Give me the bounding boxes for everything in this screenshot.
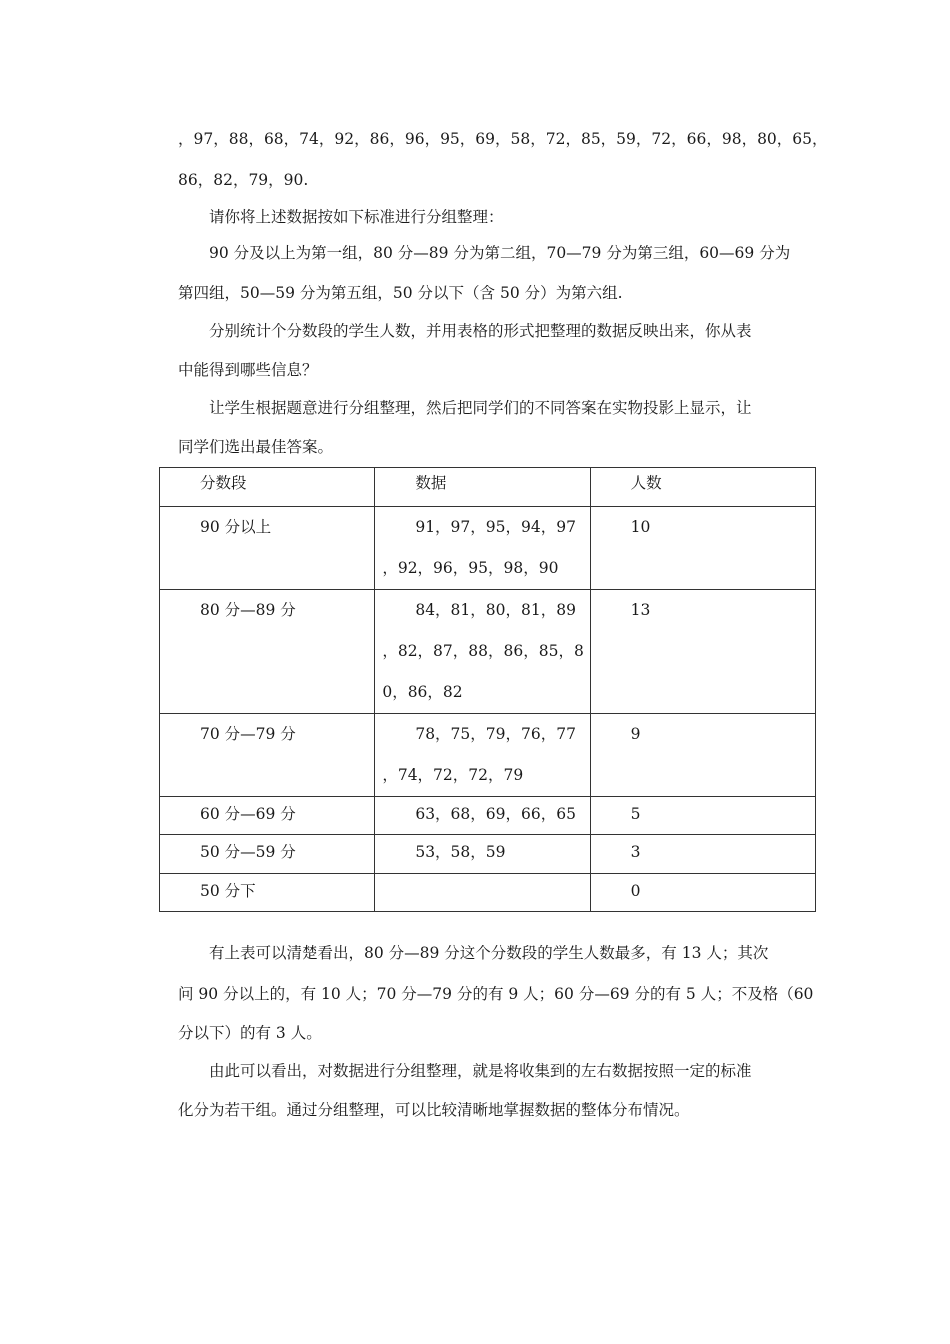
count-cell: 10 — [630, 518, 651, 536]
header-segment: 分数段 — [200, 474, 247, 492]
header-cell — [375, 468, 590, 507]
data-cell-line: 84，81，80，81，89 — [415, 601, 576, 619]
data-cell-line: ，92，96，95，98，90 — [382, 559, 559, 577]
method-line-1: 让学生根据题意进行分组整理，然后把同学们的不同答案在实物投影上显示，让 — [209, 399, 752, 417]
header-data: 数据 — [415, 474, 447, 492]
count-cell: 5 — [630, 805, 641, 823]
criteria-line-1: 90 分及以上为第一组，80 分—89 分为第二组，70—79 分为第三组，60—69 分为 — [209, 244, 791, 262]
task-line-1: 分别统计个分数段的学生人数，并用表格的形式把整理的数据反映出来，你从表 — [209, 322, 752, 340]
count-cell: 9 — [630, 725, 641, 743]
conclusion-line-3: 分以下）的有 3 人。 — [178, 1024, 322, 1042]
task-line-2: 中能得到哪些信息？ — [178, 361, 318, 379]
conclusion-line-2: 问 90 分以上的，有 10 人；70 分—79 分的有 9 人；60 分—69 分的有 5 人；不及格（60 — [178, 985, 814, 1003]
data-cell-line: ，82，87，88，86，85，8 — [382, 642, 584, 660]
count-cell: 13 — [630, 601, 651, 619]
method-line-2: 同学们选出最佳答案。 — [178, 438, 334, 456]
segment-cell: 90 分以上 — [200, 518, 272, 536]
data-cell-line: 0，86，82 — [382, 683, 463, 701]
table-row — [160, 590, 816, 714]
table-row — [160, 714, 816, 797]
table-row — [160, 507, 816, 590]
conclusion-line-1: 有上表可以清楚看出，80 分—89 分这个分数段的学生人数最多，有 13 人；其次 — [209, 944, 769, 962]
header-cell — [160, 468, 375, 507]
count-cell: 3 — [630, 843, 641, 861]
summary-line-1: 由此可以看出，对数据进行分组整理，就是将收集到的左右数据按照一定的标准 — [209, 1062, 752, 1080]
data-cell-line: 53，58，59 — [415, 843, 506, 861]
table-header-row — [160, 468, 816, 507]
data-cell-line: ，74，72，72，79 — [382, 766, 524, 784]
segment-cell: 80 分—89 分 — [200, 601, 296, 619]
count-cell: 0 — [630, 882, 641, 900]
data-line-2: 86，82，79，90. — [178, 171, 309, 189]
criteria-line-2: 第四组，50—59 分为第五组，50 分以下（含 50 分）为第六组. — [178, 284, 623, 302]
segment-cell: 50 分下 — [200, 882, 256, 900]
data-cell-line: 91，97，95，94，97 — [415, 518, 576, 536]
summary-line-2: 化分为若干组。通过分组整理，可以比较清晰地掌握数据的整体分布情况。 — [178, 1101, 690, 1119]
table-row — [160, 797, 816, 835]
segment-cell: 70 分—79 分 — [200, 725, 296, 743]
header-cell — [590, 468, 815, 507]
header-count: 人数 — [630, 474, 662, 492]
data-cell-line: 78，75，79，76，77 — [415, 725, 576, 743]
score-distribution-table — [159, 467, 816, 912]
table-row — [160, 835, 816, 874]
segment-cell: 60 分—69 分 — [200, 805, 296, 823]
segment-cell: 50 分—59 分 — [200, 843, 296, 861]
instruction-paragraph: 请你将上述数据按如下标准进行分组整理： — [209, 208, 504, 226]
data-cell-line: 63，68，69，66，65 — [415, 805, 576, 823]
data-line-1: ，97，88，68，74，92，86，96，95，69，58，72，85，59，72，66，98，80，65， — [178, 130, 828, 148]
table-row — [160, 874, 816, 912]
